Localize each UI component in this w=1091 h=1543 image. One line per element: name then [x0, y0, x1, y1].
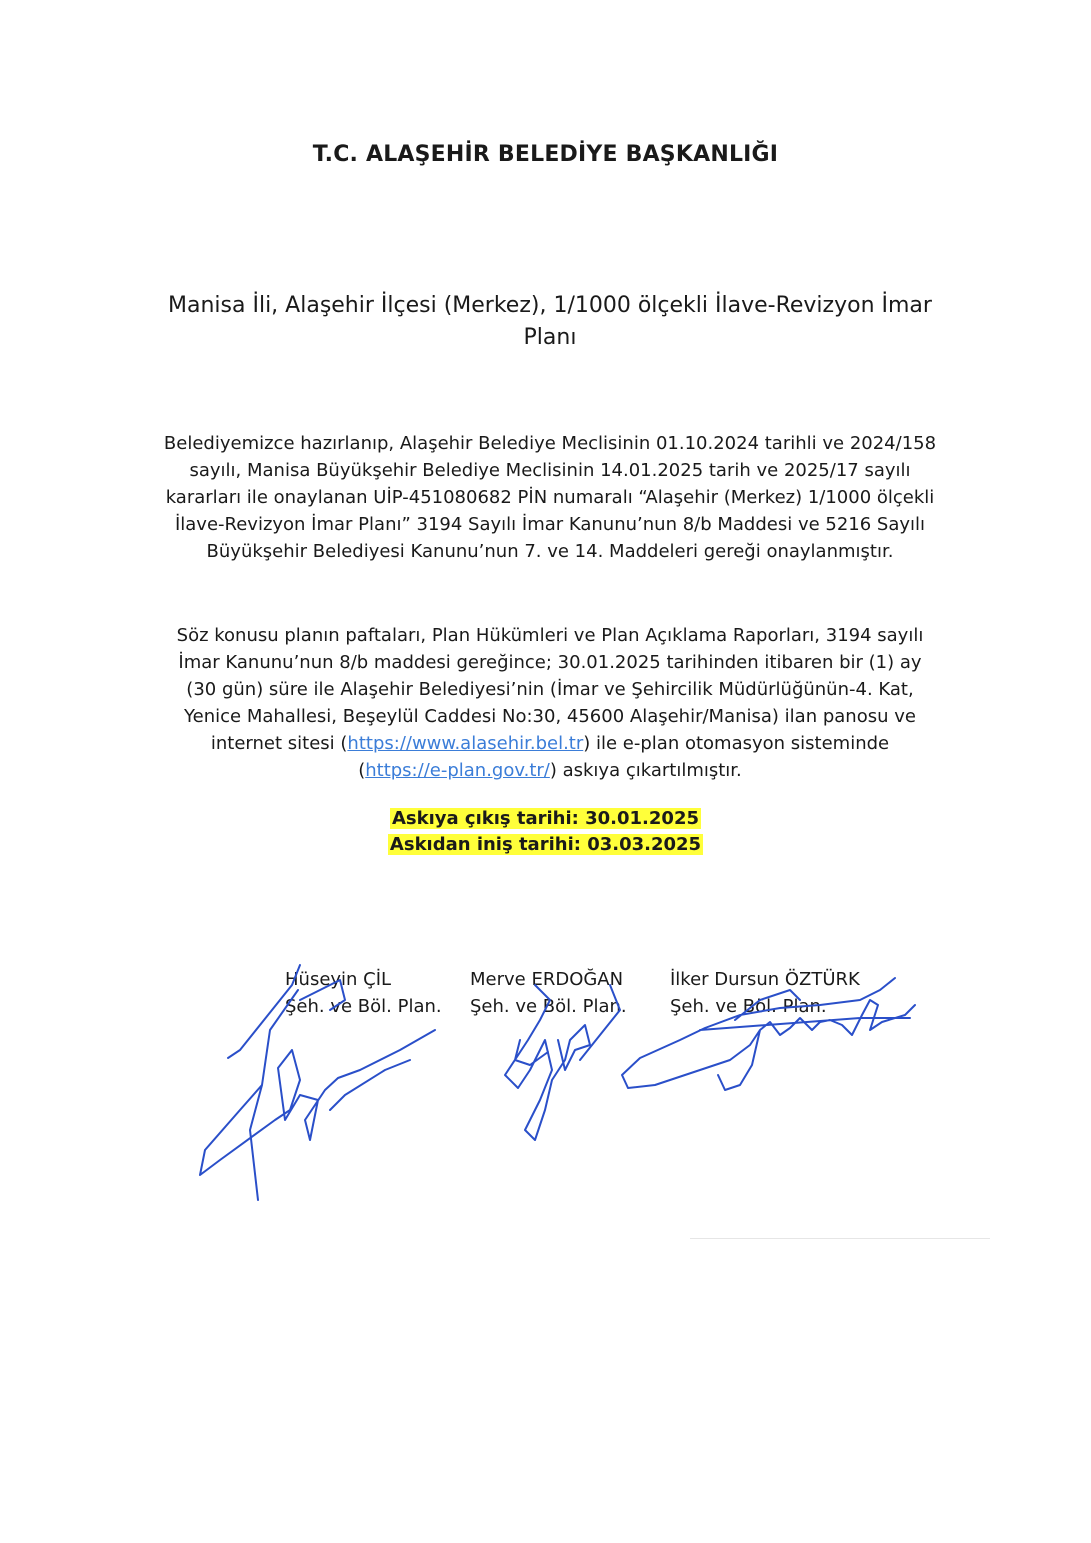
- paragraph-line: Yenice Mahallesi, Beşeylül Caddesi No:30, 45600 Alaşehir/Manisa) ilan panosu ve: [184, 706, 916, 727]
- signatory-name: İlker Dursun ÖZTÜRK: [670, 969, 860, 990]
- signatory-title: Şeh. ve Böl. Plan.: [285, 996, 442, 1017]
- e-plan-link[interactable]: https://e-plan.gov.tr/: [365, 760, 550, 781]
- text-fragment: ) askıya çıkartılmıştır.: [549, 760, 742, 781]
- signatory-title: Şeh. ve Böl. Plan.: [670, 996, 827, 1017]
- announcement-dates: [0, 806, 1091, 858]
- text-fragment: ) ile e-plan otomasyon sisteminde: [583, 733, 890, 754]
- announcement-paragraph: [120, 622, 980, 784]
- subject-line-1: Manisa İli, Alaşehir İlçesi (Merkez), 1/1000 ölçekli İlave-Revizyon İmar: [168, 293, 932, 318]
- plan-subject: [130, 290, 970, 354]
- signatory-title: Şeh. ve Böl. Plan.: [470, 996, 627, 1017]
- municipality-website-link[interactable]: https://www.alasehir.bel.tr: [347, 733, 584, 754]
- signatory-name: Merve ERDOĞAN: [470, 969, 624, 990]
- paragraph-line: [120, 757, 980, 784]
- signatory-2: [470, 966, 627, 1020]
- start-date: Askıya çıkış tarihi: 30.01.2025: [391, 808, 699, 829]
- approval-paragraph: [120, 430, 980, 565]
- paragraph-line: [120, 730, 980, 757]
- paragraph-line: sayılı, Manisa Büyükşehir Belediye Meclisinin 14.01.2025 tarih ve 2025/17 sayılı: [189, 460, 911, 481]
- signatory-name: Hüseyin ÇİL: [285, 969, 392, 990]
- paragraph-line: Belediyemizce hazırlanıp, Alaşehir Belediye Meclisinin 01.10.2024 tarihli ve 2024/158: [163, 433, 937, 454]
- paragraph-line: kararları ile onaylanan UİP-451080682 PİN numaralı “Alaşehir (Merkez) 1/1000 ölçekli: [165, 487, 935, 508]
- page-heading: T.C. ALAŞEHİR BELEDİYE BAŞKANLIĞI: [312, 142, 779, 167]
- text-fragment: internet sitesi (: [210, 733, 348, 754]
- paragraph-line: Söz konusu planın paftaları, Plan Hükümleri ve Plan Açıklama Raporları, 3194 sayılı: [176, 625, 924, 646]
- paragraph-line: İlave-Revizyon İmar Planı” 3194 Sayılı İmar Kanunu’nun 8/b Maddesi ve 5216 Sayılı: [174, 514, 926, 535]
- paragraph-line: Büyükşehir Belediyesi Kanunu’nun 7. ve 14. Maddeleri gereği onaylanmıştır.: [206, 541, 894, 562]
- subject-line-2: Planı: [523, 325, 577, 350]
- paragraph-line: (30 gün) süre ile Alaşehir Belediyesi’nin (İmar ve Şehircilik Müdürlüğünün-4. Kat,: [186, 679, 914, 700]
- text-fragment: (: [358, 760, 366, 781]
- signatory-3: [670, 966, 860, 1020]
- signatory-1: [285, 966, 442, 1020]
- divider-line: [690, 1238, 990, 1239]
- end-date: Askıdan iniş tarihi: 03.03.2025: [389, 834, 702, 855]
- paragraph-line: İmar Kanunu’nun 8/b maddesi gereğince; 30.01.2025 tarihinden itibaren bir (1) ay: [178, 652, 922, 673]
